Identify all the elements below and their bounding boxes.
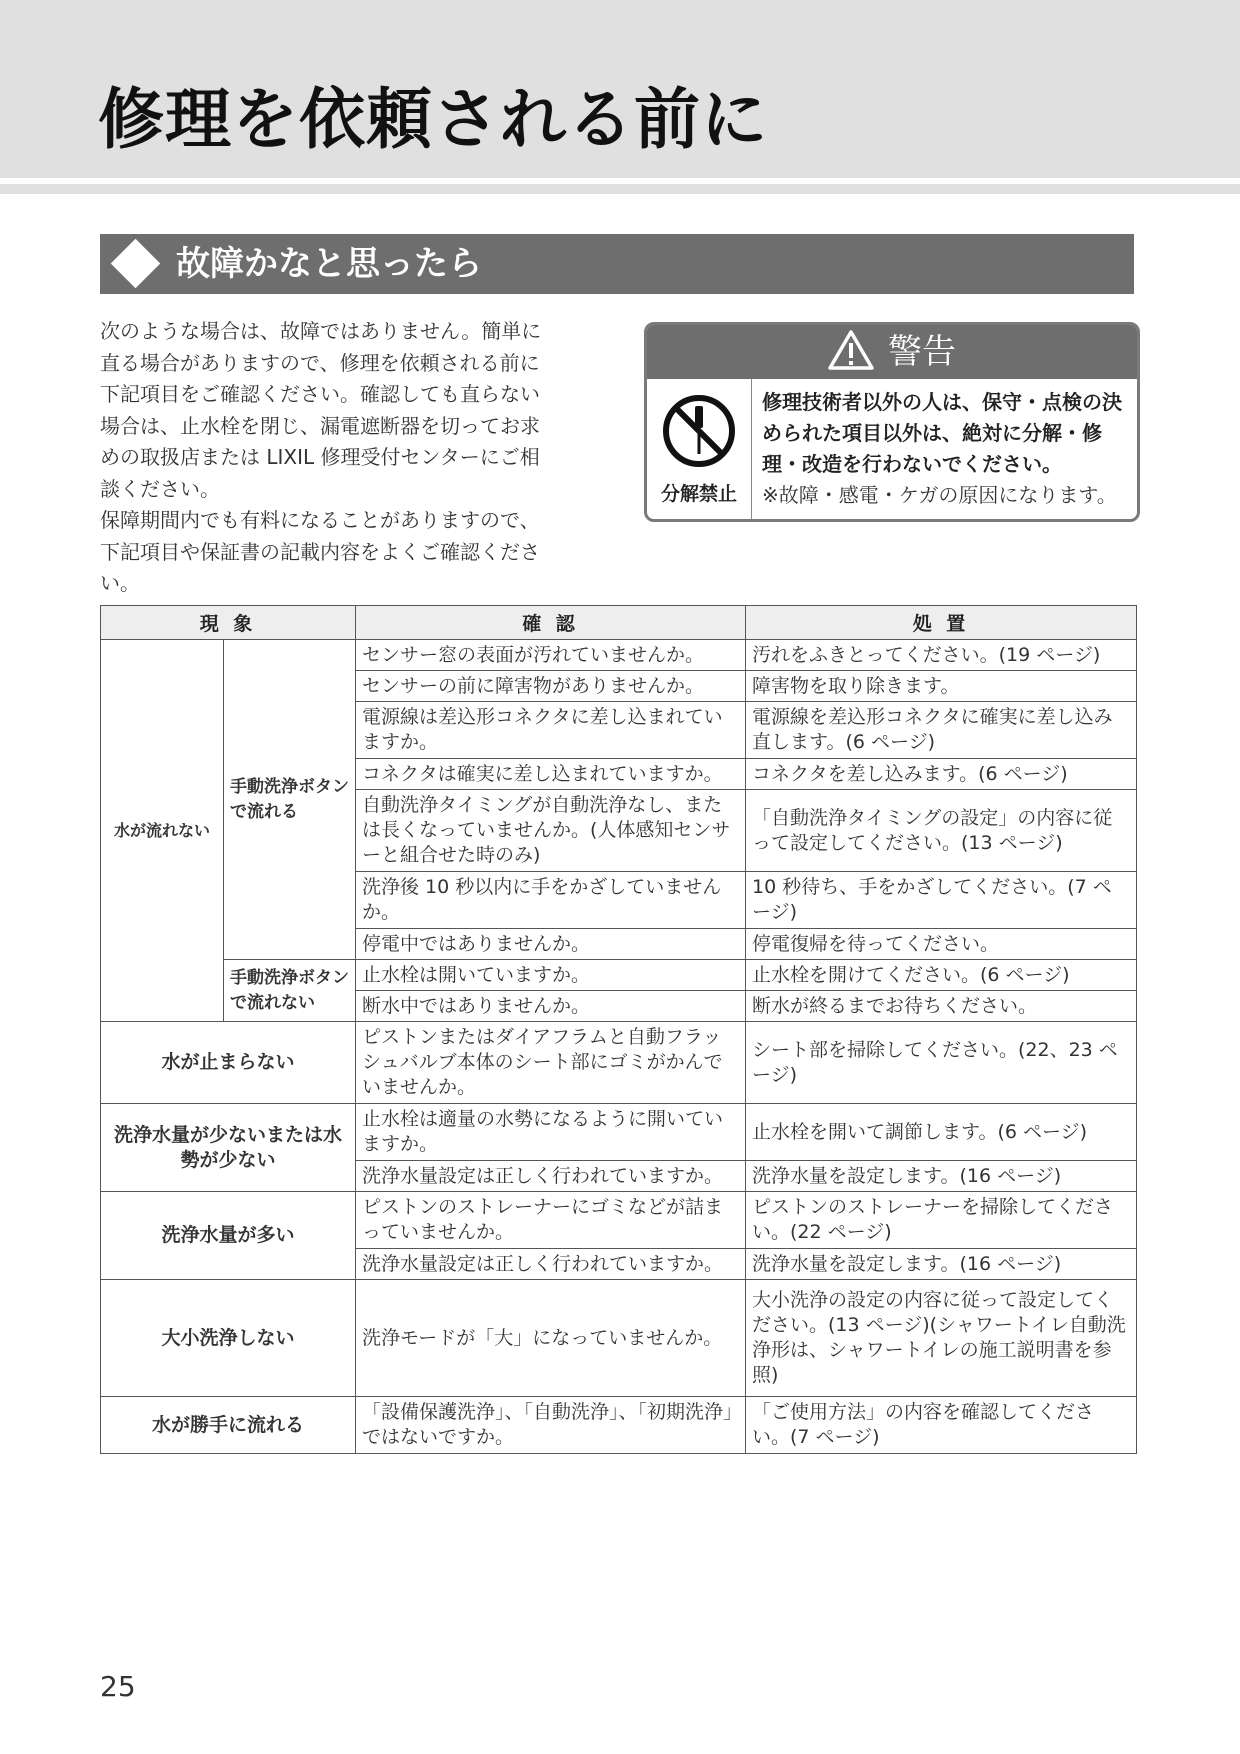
action-cell: 障害物を取り除きます。: [746, 671, 1137, 702]
check-cell: 断水中ではありませんか。: [356, 991, 746, 1022]
check-cell: 自動洗浄タイミングが自動洗浄なし、または長くなっていませんか。(人体感知センサーと組合せた時のみ): [356, 790, 746, 872]
action-cell: 大小洗浄の設定の内容に従って設定してください。(13 ページ)(シャワートイレ自動洗浄形は、シャワートイレの施工説明書を参照): [746, 1280, 1137, 1397]
section-title: 故障かなと思ったら: [176, 244, 482, 284]
action-cell: 汚れをふきとってください。(19 ページ): [746, 640, 1137, 671]
check-cell: 洗浄水量設定は正しく行われていますか。: [356, 1161, 746, 1192]
table-row: [101, 1397, 1137, 1454]
header-symptom: 現 象: [101, 606, 356, 640]
action-cell: 電源線を差込形コネクタに確実に差し込み直します。(6 ページ): [746, 702, 1137, 759]
sub-symptom-cell: 手動洗浄ボタンで流れる: [224, 640, 356, 960]
check-cell: コネクタは確実に差し込まれていますか。: [356, 759, 746, 790]
header-check: 確 認: [356, 606, 746, 640]
troubleshooting-table: [100, 605, 1137, 1454]
warning-header: [647, 325, 1137, 379]
intro-paragraph-1: 次のような場合は、故障ではありません。簡単に直る場合がありますので、修理を依頼される前に下記項目をご確認ください。確認しても直らない場合は、止水栓を閉じ、漏電遮断器を切ってお求めの取扱店または LIXIL 修理受付センターにご相談ください。: [100, 319, 542, 501]
warning-body: [647, 379, 1137, 519]
table-row: [101, 1280, 1137, 1397]
warning-main-text: 修理技術者以外の人は、保守・点検の決められた項目以外は、絶対に分解・修理・改造を行わないでください。: [762, 390, 1122, 476]
check-cell: 洗浄後 10 秒以内に手をかざしていませんか。: [356, 872, 746, 929]
table-row: [101, 960, 1137, 991]
table-row: [101, 640, 1137, 671]
sub-symptom-cell: 手動洗浄ボタンで流れない: [224, 960, 356, 1022]
action-cell: 止水栓を開いて調節します。(6 ページ): [746, 1104, 1137, 1161]
table-header-row: [101, 606, 1137, 640]
intro-text: [100, 316, 546, 600]
symptom-cell: 水が勝手に流れる: [101, 1397, 356, 1454]
check-cell: 止水栓は開いていますか。: [356, 960, 746, 991]
action-cell: 10 秒待ち、手をかざしてください。(7 ページ): [746, 872, 1137, 929]
action-cell: 停電復帰を待ってください。: [746, 929, 1137, 960]
check-cell: 停電中ではありませんか。: [356, 929, 746, 960]
no-disassembly-icon: [661, 393, 737, 473]
check-cell: ピストンまたはダイアフラムと自動フラッシュバルブ本体のシート部にゴミがかんでいませんか。: [356, 1022, 746, 1104]
action-cell: コネクタを差し込みます。(6 ページ): [746, 759, 1137, 790]
symptom-cell: 水が止まらない: [101, 1022, 356, 1104]
page-number: 25: [100, 1670, 136, 1703]
check-cell: 洗浄モードが「大」になっていませんか。: [356, 1280, 746, 1397]
intro-paragraph-2: 保障期間内でも有料になることがありますので、下記項目や保証書の記載内容をよくご確認ください。: [100, 508, 540, 595]
warning-title: 警告: [888, 332, 956, 372]
warning-triangle-icon: [828, 329, 874, 375]
check-cell: 洗浄水量設定は正しく行われていますか。: [356, 1249, 746, 1280]
action-cell: 洗浄水量を設定します。(16 ページ): [746, 1249, 1137, 1280]
header-action: 処 置: [746, 606, 1137, 640]
check-cell: 「設備保護洗浄」、「自動洗浄」、「初期洗浄」ではないですか。: [356, 1397, 746, 1454]
action-cell: 「ご使用方法」の内容を確認してください。(7 ページ): [746, 1397, 1137, 1454]
check-cell: センサー窓の表面が汚れていませんか。: [356, 640, 746, 671]
action-cell: シート部を掃除してください。(22、23 ページ): [746, 1022, 1137, 1104]
action-cell: 止水栓を開けてください。(6 ページ): [746, 960, 1137, 991]
warning-icon-label: 分解禁止: [660, 482, 737, 505]
action-cell: 断水が終るまでお待ちください。: [746, 991, 1137, 1022]
check-cell: 止水栓は適量の水勢になるように開いていますか。: [356, 1104, 746, 1161]
symptom-cell: 水が流れない: [101, 640, 224, 1022]
header-divider: [0, 184, 1240, 194]
warning-box: [644, 322, 1140, 522]
page-title: 修理を依頼される前に: [98, 81, 768, 158]
warning-text: [752, 379, 1137, 519]
action-cell: ピストンのストレーナーを掃除してください。(22 ページ): [746, 1192, 1137, 1249]
symptom-cell: 洗浄水量が少ないまたは水勢が少ない: [101, 1104, 356, 1192]
action-cell: 洗浄水量を設定します。(16 ページ): [746, 1161, 1137, 1192]
warning-icon-cell: [647, 379, 752, 519]
table-row: [101, 1192, 1137, 1249]
check-cell: 電源線は差込形コネクタに差し込まれていますか。: [356, 702, 746, 759]
symptom-cell: 洗浄水量が多い: [101, 1192, 356, 1280]
table-row: [101, 1104, 1137, 1161]
warning-note: ※故障・感電・ケガの原因になります。: [762, 483, 1117, 507]
check-cell: ピストンのストレーナーにゴミなどが詰まっていませんか。: [356, 1192, 746, 1249]
table-row: [101, 1022, 1137, 1104]
check-cell: センサーの前に障害物がありませんか。: [356, 671, 746, 702]
symptom-cell: 大小洗浄しない: [101, 1280, 356, 1397]
action-cell: 「自動洗浄タイミングの設定」の内容に従って設定してください。(13 ページ): [746, 790, 1137, 872]
